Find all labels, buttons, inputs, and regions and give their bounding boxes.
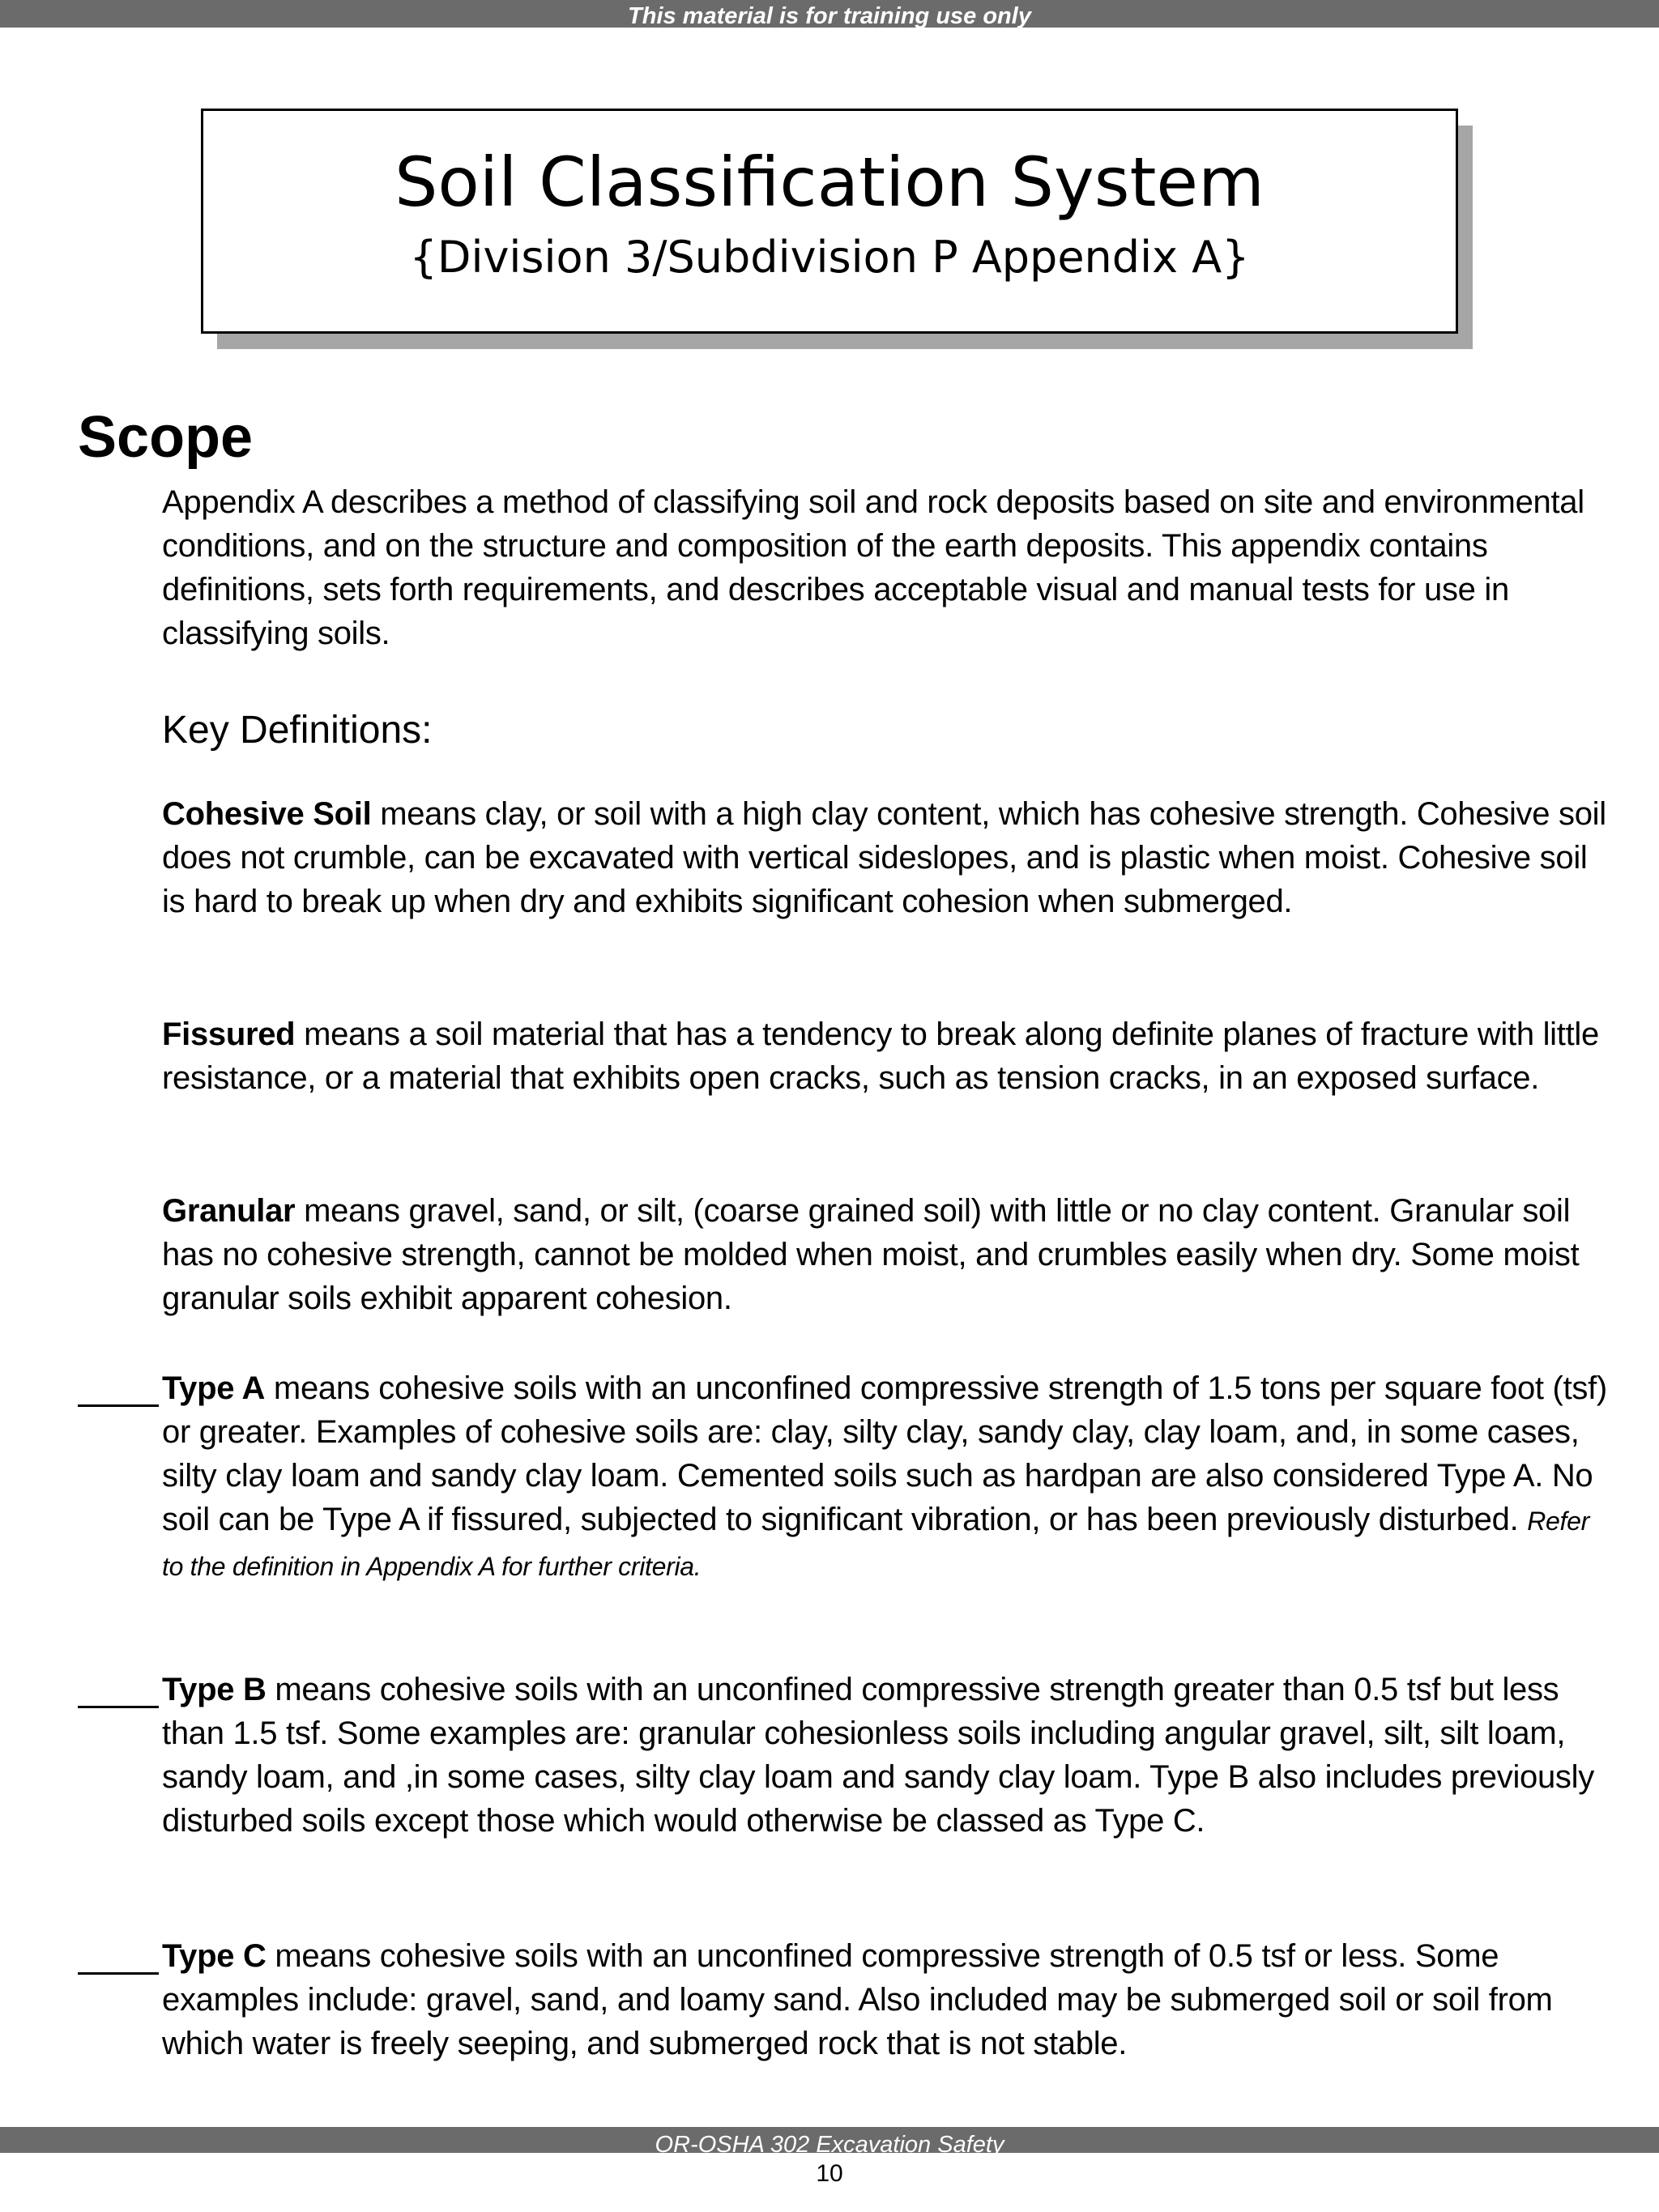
definition-text: means gravel, sand, or silt, (coarse grained soil) with little or no clay content. Granular soil has no cohesive strength, cannot be molded when moist, and crumbles easily when dry. Some moist granular soils exhibit apparent cohesion. xyxy=(162,1193,1580,1316)
scope-paragraph: Appendix A describes a method of classifying soil and rock deposits based on site and environmental conditions, and on the structure and composition of the earth deposits. This appendix contains definitions, sets forth requirements, and describes acceptable visual and manual tests for use in classifying soils. xyxy=(162,484,1584,651)
type-a-checkline[interactable] xyxy=(78,1404,159,1407)
definition-type-c xyxy=(162,1934,1612,2065)
definition-cohesive-soil xyxy=(162,792,1612,923)
definition-granular xyxy=(162,1189,1612,1320)
definition-type-a xyxy=(162,1366,1612,1588)
definition-fissured xyxy=(162,1012,1612,1100)
title-box xyxy=(201,109,1458,334)
definition-text: means clay, or soil with a high clay content, which has cohesive strength. Cohesive soil does not crumble, can be excavated with vertical sideslopes, and is plastic when moist. Cohesive soil is hard to break up when dry and exhibits significant cohesion when submerged. xyxy=(162,796,1606,919)
page-number: 10 xyxy=(816,2160,843,2187)
key-definitions-heading: Key Definitions: xyxy=(162,709,433,752)
definition-term: Type A xyxy=(162,1370,266,1406)
type-c-checkline[interactable] xyxy=(78,1972,159,1975)
scope-heading: Scope xyxy=(78,405,254,470)
definition-text: means cohesive soils with an unconfined compressive strength of 0.5 tsf or less. Some examples include: gravel, sand, and loamy sand. Also included may be submerged soil or soil from which water is freely seeping, and submerged rock that is not stable. xyxy=(162,1938,1553,2061)
definition-term: Type C xyxy=(162,1938,267,1974)
definition-term: Granular xyxy=(162,1193,296,1229)
definition-text: means cohesive soils with an unconfined compressive strength greater than 0.5 tsf but less than 1.5 tsf. Some examples are: granular cohesionless soils including angular gravel, silt, silt loam, sandy loam, and ,in some cases, silty clay loam and sandy clay loam. Type B also includes previously disturbed soils except those which would otherwise be classed as Type C. xyxy=(162,1672,1594,1839)
document-subtitle: {Division 3/Subdivision P Appendix A} xyxy=(409,232,1250,283)
definition-note: Refer to the definition in Appendix A for further criteria. xyxy=(162,1507,1589,1581)
type-b-checkline[interactable] xyxy=(78,1706,159,1708)
definition-type-b xyxy=(162,1668,1612,1843)
header-banner: This material is for training use only xyxy=(0,0,1659,28)
definition-text: means a soil material that has a tendency to break along definite planes of fracture with little resistance, or a material that exhibits open cracks, such as tension cracks, in an exposed surface. xyxy=(162,1016,1599,1096)
definition-term: Fissured xyxy=(162,1016,296,1052)
definition-term: Type B xyxy=(162,1672,267,1707)
footer-banner: OR-OSHA 302 Excavation Safety xyxy=(0,2127,1659,2153)
definition-text: means cohesive soils with an unconfined compressive strength of 1.5 tons per square foot (tsf) or greater. Examples of cohesive soils are: clay, silty clay, sandy clay, clay loam, and, in some cases, silty clay loam and sandy clay loam. Cemented soils such as hardpan are also considered Type A. No soil can be Type A if fissured, subjected to significant vibration, or has been previously disturbed. xyxy=(162,1370,1607,1537)
definition-term: Cohesive Soil xyxy=(162,796,372,832)
document-title: Soil Classification System xyxy=(394,143,1265,222)
